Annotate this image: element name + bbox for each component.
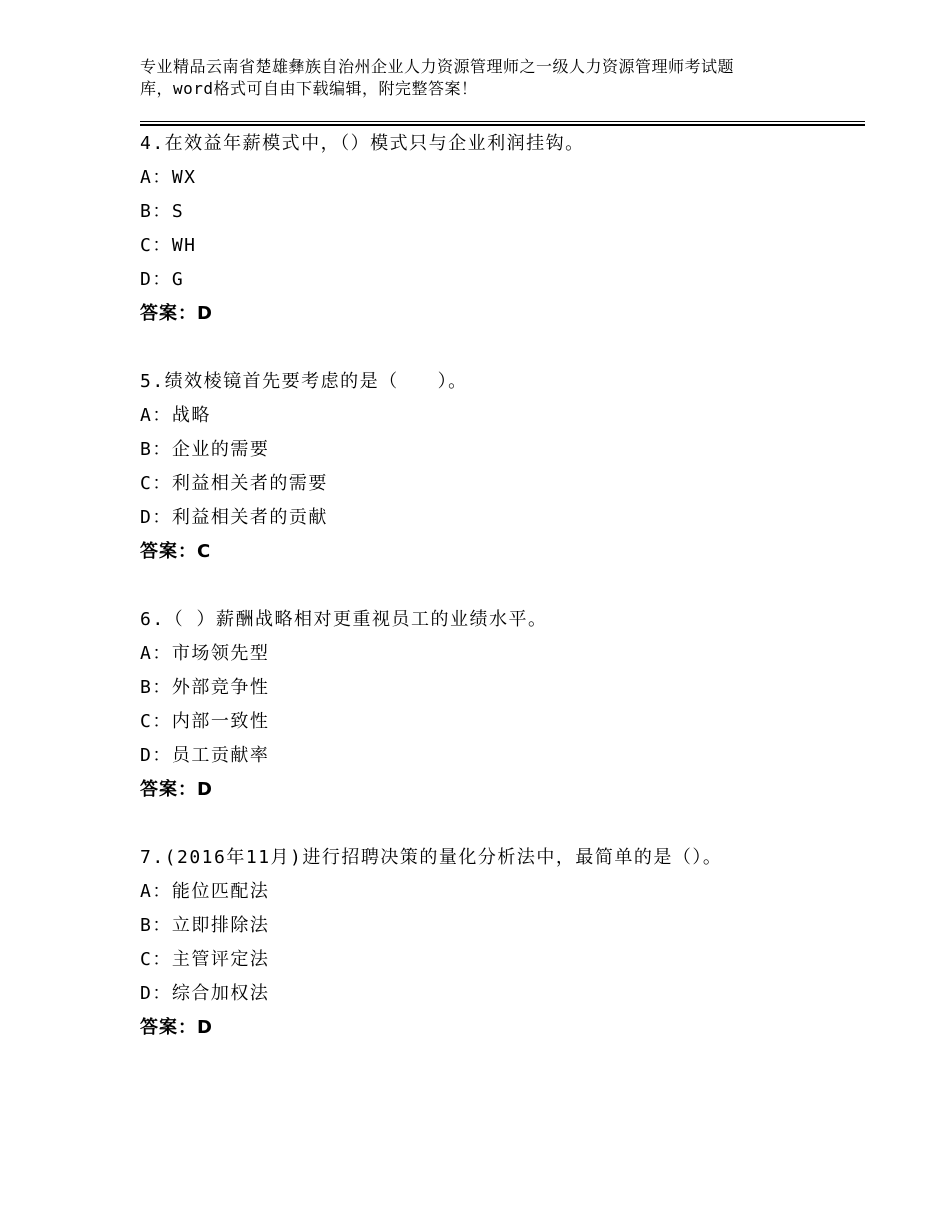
answer-label: 答案：D xyxy=(140,303,213,324)
question-5 xyxy=(140,365,860,569)
option-a: A：WX xyxy=(140,167,197,188)
option-c: C：主管评定法 xyxy=(140,949,270,970)
question-stem: 7.(2016年11月)进行招聘决策的量化分析法中，最简单的是（）。 xyxy=(140,847,723,868)
header-divider-thick xyxy=(140,124,865,126)
question-6 xyxy=(140,603,860,807)
option-c: C：WH xyxy=(140,235,197,256)
header-title-line-1: 专业精品云南省楚雄彝族自治州企业人力资源管理师之一级人力资源管理师考试题 xyxy=(140,57,735,76)
question-7 xyxy=(140,841,860,1045)
option-d: D：员工贡献率 xyxy=(140,745,270,766)
question-4 xyxy=(140,127,860,331)
question-stem: 5.绩效棱镜首先要考虑的是（ ）。 xyxy=(140,371,468,392)
question-stem: 4.在效益年薪模式中，（）模式只与企业利润挂钩。 xyxy=(140,133,585,154)
question-stem: 6.（ ）薪酬战略相对更重视员工的业绩水平。 xyxy=(140,609,548,630)
option-a: A：战略 xyxy=(140,405,211,426)
answer-label: 答案：D xyxy=(140,779,213,800)
option-b: B：立即排除法 xyxy=(140,915,270,936)
header-title-line-2: 库，word格式可自由下载编辑，附完整答案！ xyxy=(140,79,478,98)
document-header xyxy=(140,56,830,100)
option-d: D：G xyxy=(140,269,185,290)
option-d: D：综合加权法 xyxy=(140,983,270,1004)
option-c: C：利益相关者的需要 xyxy=(140,473,328,494)
question-list xyxy=(140,127,860,1045)
header-divider-thin xyxy=(140,121,865,122)
option-d: D：利益相关者的贡献 xyxy=(140,507,328,528)
answer-label: 答案：D xyxy=(140,1017,213,1038)
option-b: B：S xyxy=(140,201,185,222)
option-a: A：市场领先型 xyxy=(140,643,270,664)
option-b: B：企业的需要 xyxy=(140,439,270,460)
option-c: C：内部一致性 xyxy=(140,711,270,732)
option-b: B：外部竞争性 xyxy=(140,677,270,698)
option-a: A：能位匹配法 xyxy=(140,881,270,902)
answer-label: 答案：C xyxy=(140,541,212,562)
